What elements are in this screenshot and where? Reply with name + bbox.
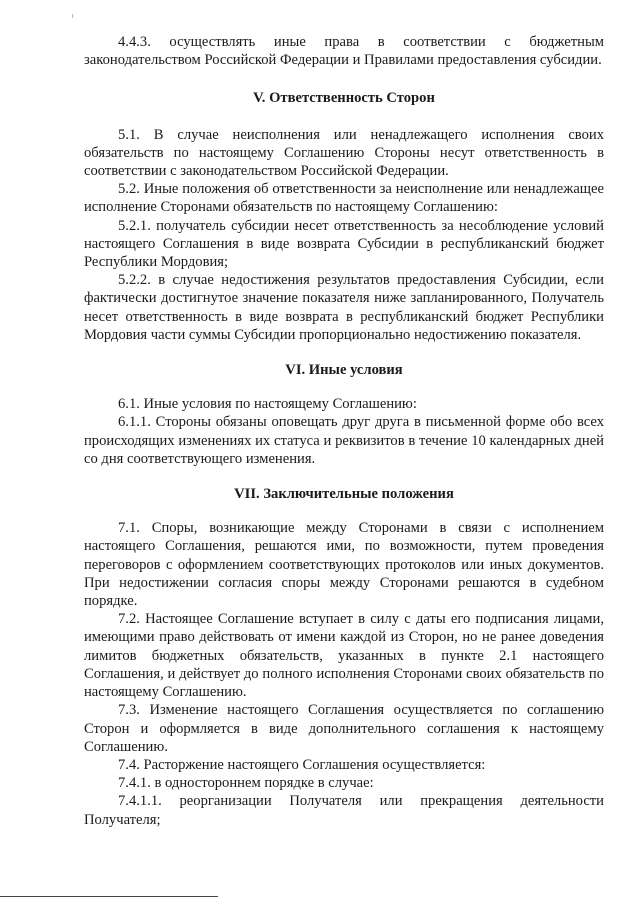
section-5-heading: V. Ответственность Сторон	[253, 90, 435, 107]
paragraph-5-1: 5.1. В случае неисполнения или ненадлежащего исполнения своих обязательств по настоящему Соглашению Стороны несут ответственность в соответствии с законодательством Российской Федерации.	[84, 126, 604, 180]
paragraph-7-3: 7.3. Изменение настоящего Соглашения осуществляется по соглашению Сторон и оформляется в виде дополнительного соглашения к настоящему Соглашению.	[84, 702, 604, 755]
paragraph-7-1: 7.1. Споры, возникающие между Сторонами в связи с исполнением настоящего Соглашения, решаются ими, по возможности, путем проведения переговоров с оформлением соответствующих протоколов или иных документов. При недостижении согласия споры между Сторонами решаются в судебном порядке.	[84, 520, 604, 610]
paragraph-5-2-1: 5.2.1. получатель субсидии несет ответственность за несоблюдение условий настоящего Соглашения в виде возврата Субсидии в республиканский бюджет Республики Мордовия;	[84, 217, 604, 271]
paragraph-6-1: 6.1. Иные условия по настоящему Соглашению:	[118, 396, 417, 413]
paragraph-7-4: 7.4. Расторжение настоящего Соглашения осуществляется:	[118, 756, 486, 773]
paragraph-6-1-1: 6.1.1. Стороны обязаны оповещать друг друга в письменной форме обо всех происходящих изменениях их статуса и реквизитов в течение 10 календарных дней со дня соответствующего изменения.	[84, 414, 604, 467]
section-7-heading: VII. Заключительные положения	[234, 486, 454, 503]
paragraph-7-4-1: 7.4.1. в одностороннем порядке в случае:	[118, 775, 374, 792]
document-page	[84, 33, 604, 829]
section-6-heading: VI. Иные условия	[285, 362, 403, 379]
paragraph-4-4-3: 4.4.3. осуществлять иные права в соответствии с бюджетным законодательством Российской Федерации и Правилами предоставления субсидии.	[84, 34, 604, 69]
paragraph-7-4-1-1: 7.4.1.1. реорганизации Получателя или прекращения деятельности Получателя;	[84, 793, 604, 828]
paragraph-5-2: 5.2. Иные положения об ответственности за неисполнение или ненадлежащее исполнение Сторонами обязательств по настоящему Соглашению:	[84, 181, 604, 216]
paragraph-7-2: 7.2. Настоящее Соглашение вступает в силу с даты его подписания лицами, имеющими право действовать от имени каждой из Сторон, но не ранее доведения лимитов бюджетных обязательств, указанных в пункте 2.1 настоящего Соглашения, и действует до полного исполнения Сторонами своих обязательств по настоящему Соглашению.	[84, 611, 604, 701]
scan-mark	[72, 14, 73, 18]
footnote-separator-line	[0, 896, 218, 897]
paragraph-5-2-2: 5.2.2. в случае недостижения результатов предоставления Субсидии, если фактически достигнутое значение показателя ниже запланированного, Получатель несет ответственность в виде возврата в республиканский бюджет Республики Мордовия части суммы Субсидии пропорционально недостижению показателя.	[84, 272, 604, 343]
